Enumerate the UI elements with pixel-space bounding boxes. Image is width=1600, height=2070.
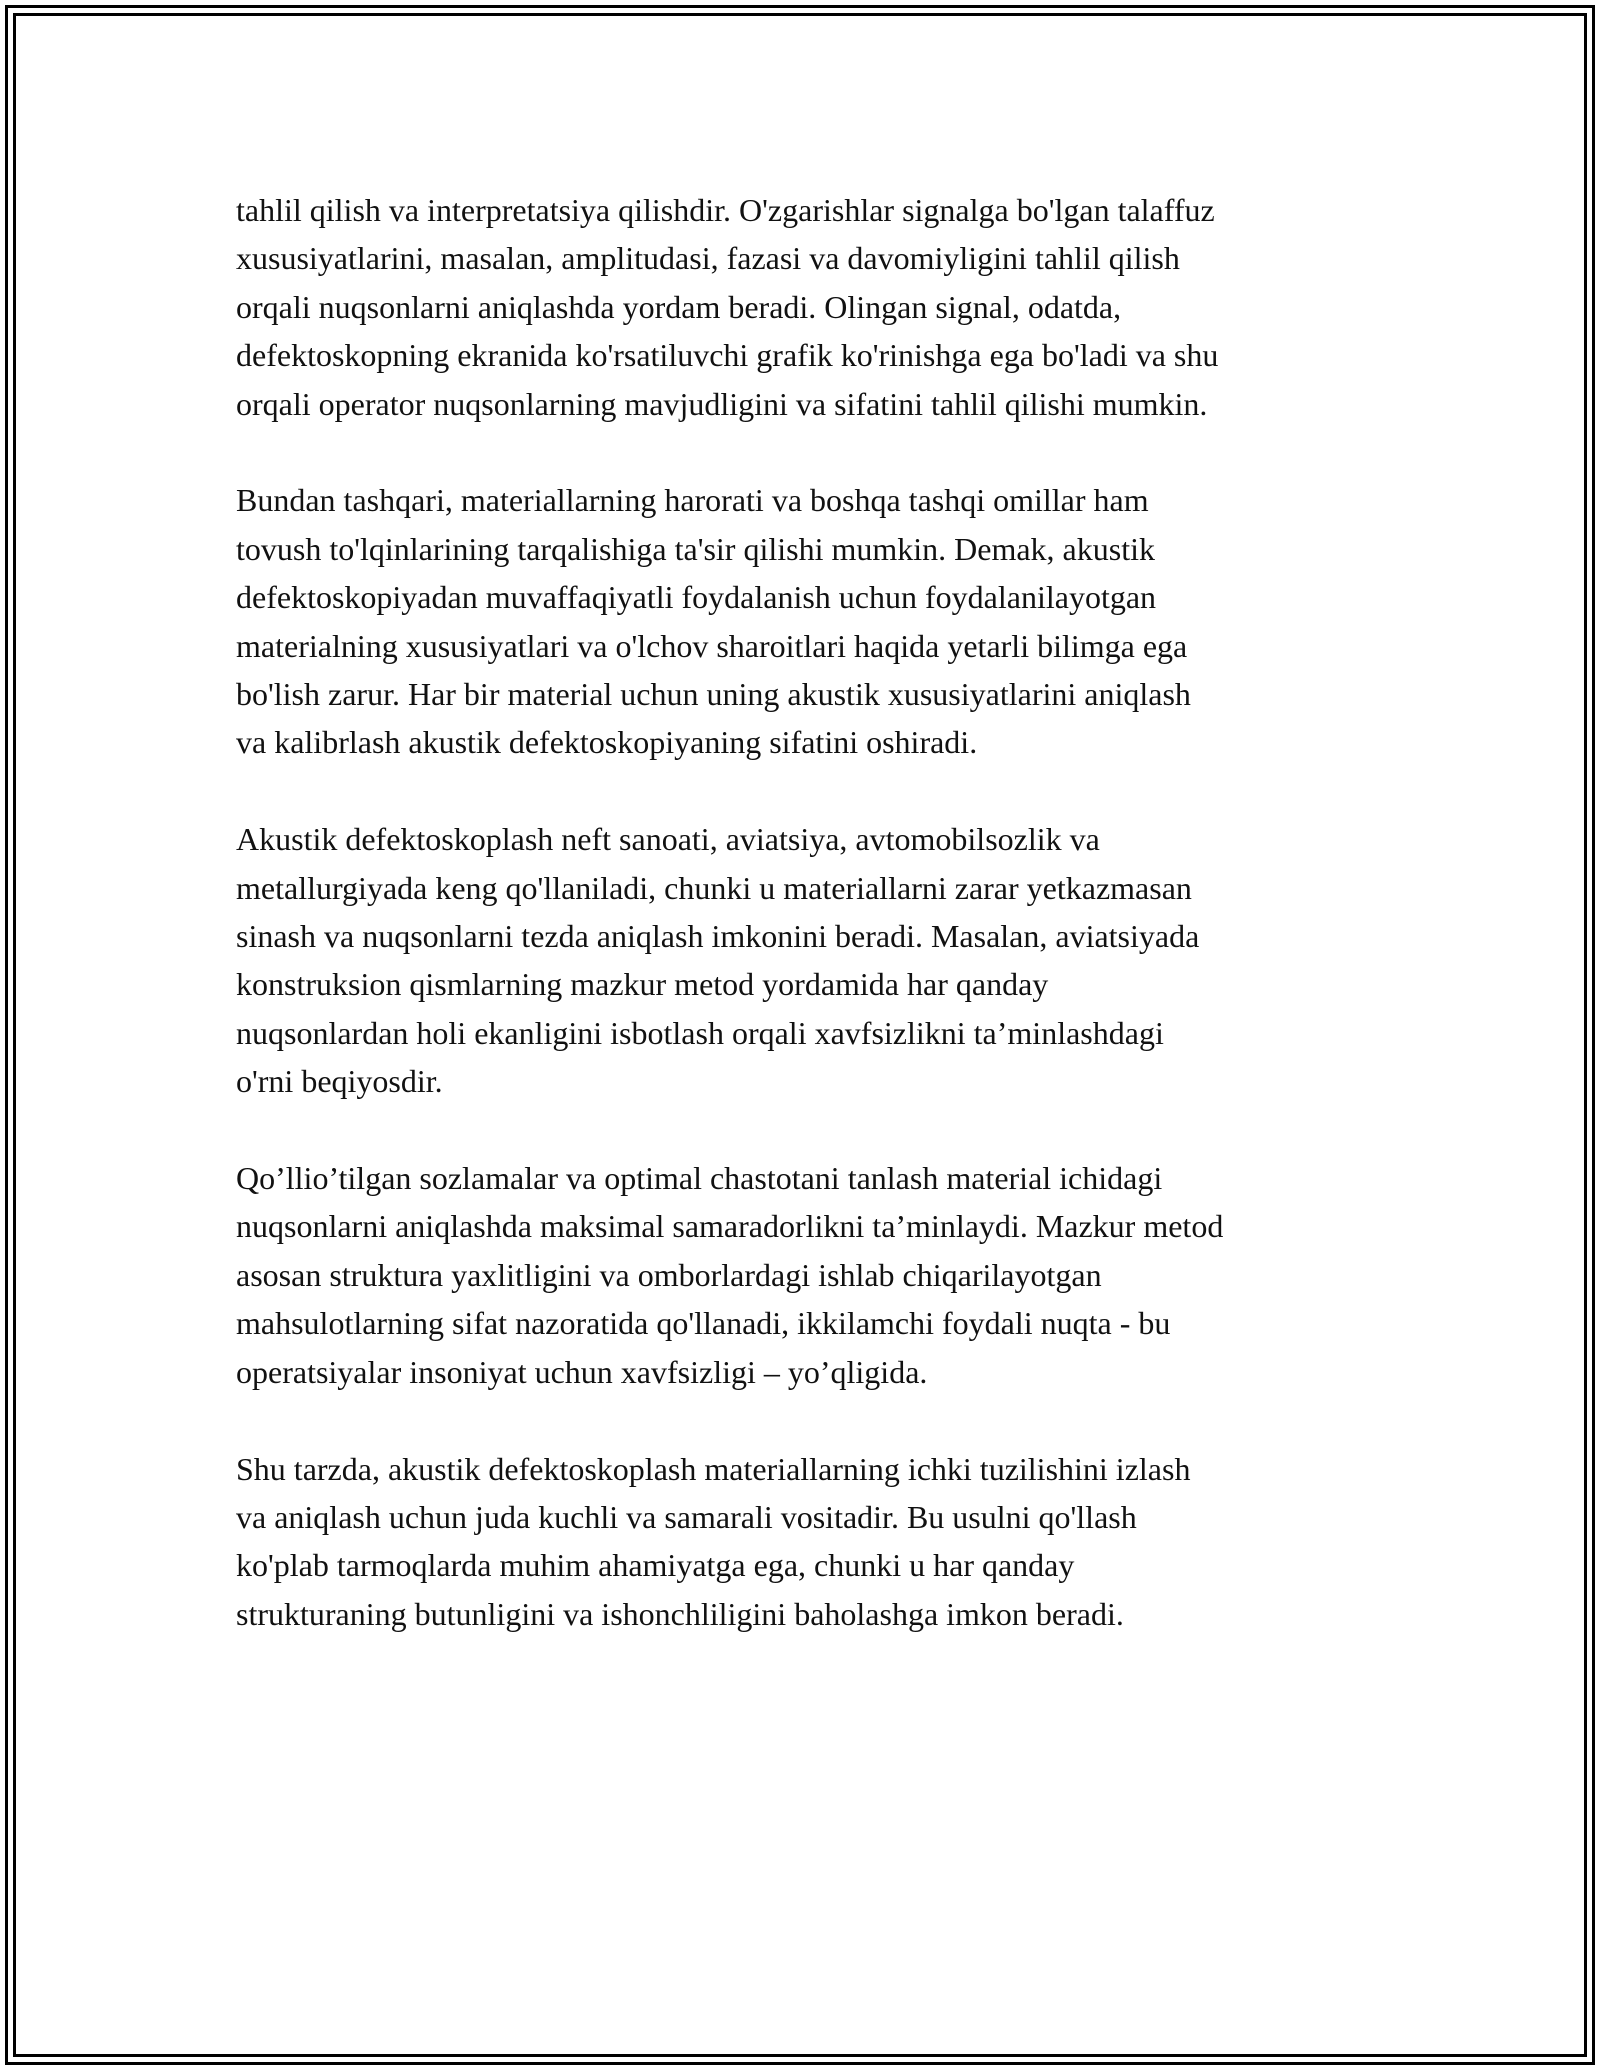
text-line: ko'plab tarmoqlarda muhim ahamiyatga ega, chunki u har qanday — [236, 1547, 1075, 1584]
text-line: operatsiyalar insoniyat uchun xavfsizligi – yo’qligida. — [236, 1353, 928, 1390]
text-line: Qo’llio’tilgan sozlamalar va optimal chastotani tanlash material ichidagi — [236, 1160, 1163, 1197]
text-line: Shu tarzda, akustik defektoskoplash materiallarning ichki tuzilishini izlash — [236, 1450, 1191, 1487]
text-line: Bundan tashqari, materiallarning harorati va boshqa tashqi omillar ham — [236, 482, 1149, 519]
text-line: defektoskopiyadan muvaffaqiyatli foydalanish uchun foydalanilayotgan — [236, 579, 1157, 616]
text-line: Akustik defektoskoplash neft sanoati, aviatsiya, avtomobilsozlik va — [236, 821, 1100, 858]
document-body — [236, 186, 1376, 1687]
text-line: sinash va nuqsonlarni tezda aniqlash imkonini beradi. Masalan, aviatsiyada — [236, 918, 1200, 955]
text-line: mahsulotlarning sifat nazoratida qo'llanadi, ikkilamchi foydali nuqta - bu — [236, 1305, 1171, 1342]
text-line: va kalibrlash akustik defektoskopiyaning sifatini oshiradi. — [236, 724, 978, 761]
text-line: defektoskopning ekranida ko'rsatiluvchi grafik ko'rinishga ega bo'ladi va shu — [236, 337, 1219, 374]
paragraph — [236, 815, 1376, 1105]
text-line: metallurgiyada keng qo'llaniladi, chunki u materiallarni zarar yetkazmasan — [236, 869, 1192, 906]
paragraph — [236, 186, 1376, 428]
text-line: bo'lish zarur. Har bir material uchun uning akustik xususiyatlarini aniqlash — [236, 676, 1191, 713]
text-line: tovush to'lqinlarining tarqalishiga ta'sir qilishi mumkin. Demak, akustik — [236, 530, 1155, 567]
text-line: orqali nuqsonlarni aniqlashda yordam beradi. Olingan signal, odatda, — [236, 288, 1122, 325]
text-line: va aniqlash uchun juda kuchli va samarali vositadir. Bu usulni qo'llash — [236, 1498, 1137, 1535]
paragraph — [236, 1154, 1376, 1396]
paragraph — [236, 476, 1376, 766]
text-line: nuqsonlarni aniqlashda maksimal samaradorlikni ta’minlaydi. Mazkur metod — [236, 1208, 1224, 1245]
text-line: orqali operator nuqsonlarning mavjudligini va sifatini tahlil qilishi mumkin. — [236, 385, 1208, 422]
text-line: xususiyatlarini, masalan, amplitudasi, fazasi va davomiyligini tahlil qilish — [236, 240, 1180, 277]
text-line: strukturaning butunligini va ishonchliligini baholashga imkon beradi. — [236, 1595, 1124, 1632]
text-line: materialning xususiyatlari va o'lchov sharoitlari haqida yetarli bilimga ega — [236, 627, 1188, 664]
text-line: tahlil qilish va interpretatsiya qilishdir. O'zgarishlar signalga bo'lgan talaffuz — [236, 192, 1215, 228]
text-line: asosan struktura yaxlitligini va omborlardagi ishlab chiqarilayotgan — [236, 1256, 1102, 1293]
text-line: o'rni beqiyosdir. — [236, 1063, 443, 1100]
paragraph — [236, 1445, 1376, 1639]
text-line: konstruksion qismlarning mazkur metod yordamida har qanday — [236, 966, 1049, 1003]
text-line: nuqsonlardan holi ekanligini isbotlash orqali xavfsizlikni ta’minlashdagi — [236, 1014, 1164, 1051]
